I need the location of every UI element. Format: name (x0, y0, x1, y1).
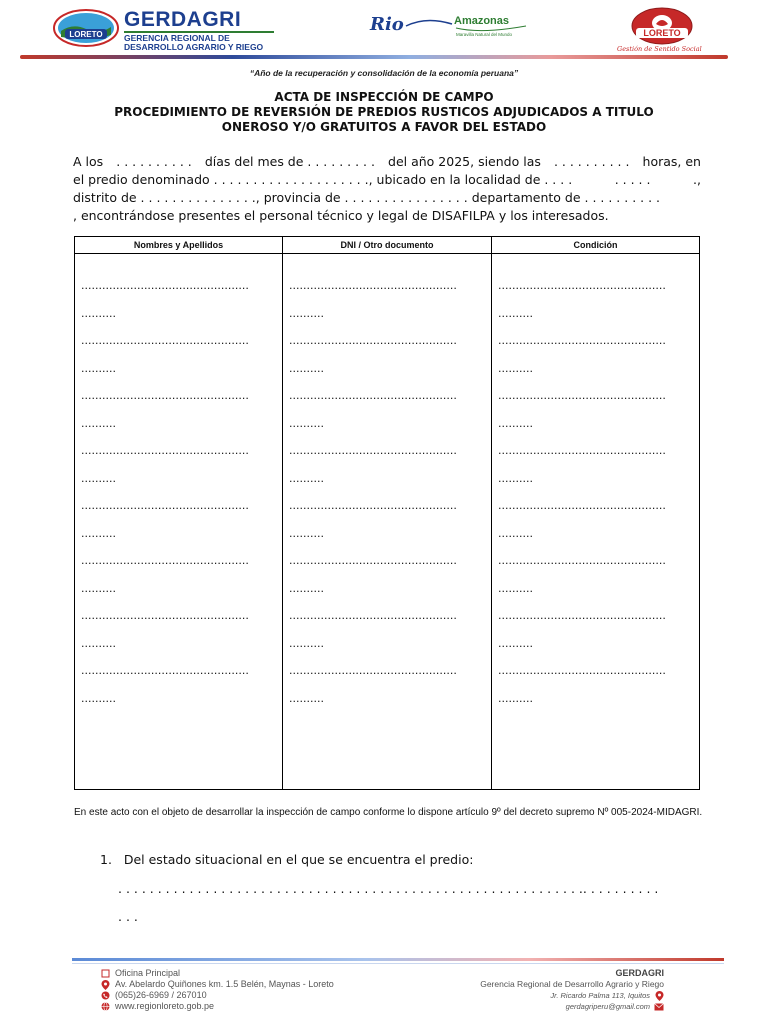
footer-left (100, 968, 334, 1012)
building-icon (100, 969, 110, 979)
intro-text: horas, en (642, 154, 701, 169)
header-divider (20, 55, 728, 59)
day-fill: . . . . . . . . . . (116, 154, 192, 169)
cell-fill-line: ................................................ (498, 609, 666, 622)
table-row (289, 609, 491, 651)
cell-fill-line: ................................................ (498, 554, 666, 567)
document-title-block (60, 90, 708, 135)
cell-fill-continuation: .......... (498, 417, 533, 430)
table-row (289, 444, 491, 486)
cell-fill-continuation: .......... (498, 582, 533, 595)
cell-fill-continuation: .......... (289, 582, 324, 595)
intro-paragraph (73, 153, 701, 225)
table-row (81, 609, 282, 651)
loreto-left-logo (53, 9, 119, 47)
answer-fill-line-2: . . . (118, 909, 138, 924)
table-row (81, 554, 282, 596)
location-pin-icon (100, 980, 110, 990)
table-row (81, 444, 282, 486)
cell-fill-continuation: .......... (498, 637, 533, 650)
table-row (498, 664, 699, 706)
cell-fill-line: ................................................ (289, 279, 457, 292)
intro-text: A los (73, 154, 104, 169)
table-row (498, 554, 699, 596)
cell-fill-line: ................................................ (289, 554, 457, 567)
cell-fill-continuation: .......... (81, 417, 116, 430)
predio-locality-fill: el predio denominado . . . . . . . . . . . . . . . . . . . ., ubicado en la localidad de . . . . (73, 172, 573, 187)
cell-fill-continuation: .......... (81, 527, 116, 540)
cell-fill-continuation: .......... (289, 307, 324, 320)
org-subtitle-2: DESARROLLO AGRARIO Y RIEGO (124, 42, 264, 52)
month-fill: días del mes de . . . . . . . . . (204, 154, 375, 169)
cell-fill-continuation: .......... (289, 527, 324, 540)
district-province-fill: distrito de . . . . . . . . . . . . . . ., provincia de . . . . . . . . . . . . . . . . departamento de . . . . . . . . . . (73, 190, 661, 205)
cell-fill-line: ................................................ (498, 499, 666, 512)
cell-fill-continuation: .......... (498, 692, 533, 705)
table-cells (492, 254, 699, 706)
footer-web (100, 1001, 334, 1012)
phone-icon (100, 991, 110, 1001)
footer-divider (72, 958, 724, 961)
location-pin-icon (654, 991, 664, 1001)
cell-fill-line: ................................................ (81, 334, 249, 347)
cell-fill-continuation: .......... (289, 417, 324, 430)
cell-fill-line: ................................................ (81, 554, 249, 567)
cell-fill-continuation: .......... (289, 692, 324, 705)
phone-text: (065)26-6969 / 267010 (115, 990, 207, 1000)
office-label: Oficina Principal (115, 968, 181, 978)
gerdagri-brand (124, 10, 294, 52)
table-header: Condición (492, 237, 699, 254)
cell-fill-line: ................................................ (498, 444, 666, 457)
table-row (81, 499, 282, 541)
intro-line-2 (73, 171, 701, 189)
cell-fill-line: ................................................ (498, 334, 666, 347)
cell-fill-line: ................................................ (289, 334, 457, 347)
cell-fill-continuation: .......... (498, 472, 533, 485)
table-column-names (75, 237, 283, 789)
table-row (289, 389, 491, 431)
table-row (81, 664, 282, 706)
cell-fill-line: ................................................ (81, 279, 249, 292)
cell-fill-continuation: .......... (498, 362, 533, 375)
rio-amazonas-logo (366, 12, 534, 40)
footer-address (100, 979, 334, 990)
cell-fill-line: ................................................ (81, 499, 249, 512)
website-link[interactable]: www.regionloreto.gob.pe (115, 1001, 215, 1011)
cell-fill-continuation: .......... (81, 307, 116, 320)
address-text: Av. Abelardo Quiñones km. 1.5 Belén, Maynas - Loreto (115, 979, 334, 989)
footer-office (100, 968, 334, 979)
table-header: DNI / Otro documento (283, 237, 491, 254)
cell-fill-line: ................................................ (289, 609, 457, 622)
intro-text: del año 2025, siendo las (388, 154, 541, 169)
center-logo-caption: Maravilla Natural del Mundo (456, 32, 513, 37)
org-name: GERDAGRI (124, 8, 242, 31)
document-title: ACTA DE INSPECCIÓN DE CAMPO (274, 90, 494, 104)
footer-right-address (480, 990, 664, 1001)
right-logo-text: LORETO (643, 28, 681, 38)
cell-fill-continuation: .......... (81, 692, 116, 705)
globe-icon (100, 1002, 110, 1012)
mail-icon (654, 1002, 664, 1012)
cell-fill-continuation: .......... (289, 637, 324, 650)
footer-phone (100, 990, 334, 1001)
footer-org-full: Gerencia Regional de Desarrollo Agrario y Riego (480, 979, 664, 989)
numbered-item-1 (100, 851, 473, 869)
right-address-text: Jr. Ricardo Palma 113, Iquitos (550, 991, 650, 1000)
answer-fill-line-1: . . . . . . . . . . . . . . . . . . . . . . . . . . . . . . . . . . . . . . . . . . . . . . . . . . . . . . . . . . .. . . . . . . . . . (118, 881, 659, 896)
cell-fill-continuation: .......... (289, 472, 324, 485)
footer-email (480, 1001, 664, 1012)
cell-fill-continuation: .......... (289, 362, 324, 375)
table-row (498, 279, 699, 321)
table-cells (283, 254, 491, 706)
org-subtitle-1: GERENCIA REGIONAL DE (124, 33, 230, 43)
legal-basis-text: En este acto con el objeto de desarrollar la inspección de campo conforme lo dispone artículo 9º del decreto supremo Nº 005-2024-MIDAGRI. (74, 807, 703, 818)
footer-divider-thin (72, 963, 724, 964)
intro-text: ., (693, 172, 701, 187)
cell-fill-line: ................................................ (81, 389, 249, 402)
center-logo-script: Rio (370, 14, 404, 35)
table-column-condition (492, 237, 699, 789)
table-row (289, 334, 491, 376)
cell-fill-line: ................................................ (81, 664, 249, 677)
table-row (498, 444, 699, 486)
cell-fill-line: ................................................ (498, 664, 666, 677)
table-row (289, 664, 491, 706)
cell-fill-continuation: .......... (81, 362, 116, 375)
left-logo-text: LORETO (69, 30, 103, 39)
document-subtitle-2: ONEROSO Y/O GRATUITOS A FAVOR DEL ESTADO (221, 120, 547, 134)
table-cells (75, 254, 282, 706)
item-text: Del estado situacional en el que se encuentra el predio: (123, 852, 474, 867)
item-number: 1. (100, 852, 112, 867)
cell-fill-line: ................................................ (289, 499, 457, 512)
intro-line-1 (73, 153, 701, 171)
cell-fill-line: ................................................ (289, 664, 457, 677)
cell-fill-continuation: .......... (498, 307, 533, 320)
document-subtitle-1: PROCEDIMIENTO DE REVERSIÓN DE PREDIOS RUSTICOS ADJUDICADOS A TITULO (114, 105, 654, 119)
footer-org: GERDAGRI (615, 968, 664, 978)
center-logo-text: Amazonas (454, 15, 510, 27)
table-row (498, 389, 699, 431)
cell-fill-line: ................................................ (81, 444, 249, 457)
cell-fill-line: ................................................ (81, 609, 249, 622)
table-row (289, 499, 491, 541)
cell-fill-continuation: .......... (81, 582, 116, 595)
table-header: Nombres y Apellidos (75, 237, 282, 254)
right-logo-caption: Gestión de Sentido Social (617, 45, 702, 53)
page-header (0, 0, 768, 62)
table-row (81, 389, 282, 431)
table-row (498, 499, 699, 541)
locality-fill: . . . . . (614, 172, 651, 187)
cell-fill-line: ................................................ (289, 389, 457, 402)
cell-fill-continuation: .......... (81, 637, 116, 650)
table-row (289, 279, 491, 321)
table-column-dni (283, 237, 492, 789)
year-motto: “Año de la recuperación y consolidación de la economía peruana” (249, 68, 519, 78)
table-row (81, 279, 282, 321)
hour-fill: . . . . . . . . . . (553, 154, 630, 169)
intro-line-3 (73, 189, 701, 207)
footer-right (480, 968, 664, 1012)
intro-line-4: , encontrándose presentes el personal técnico y legal de DISAFILPA y los interesados. (73, 208, 609, 223)
email-link[interactable]: gerdagriperu@gmail.com (565, 1002, 650, 1011)
table-row (498, 334, 699, 376)
cell-fill-continuation: .......... (498, 527, 533, 540)
attendees-table (74, 236, 700, 790)
table-row (498, 609, 699, 651)
cell-fill-continuation: .......... (81, 472, 116, 485)
cell-fill-line: ................................................ (498, 279, 666, 292)
cell-fill-line: ................................................ (289, 444, 457, 457)
cell-fill-line: ................................................ (498, 389, 666, 402)
table-row (81, 334, 282, 376)
table-row (289, 554, 491, 596)
